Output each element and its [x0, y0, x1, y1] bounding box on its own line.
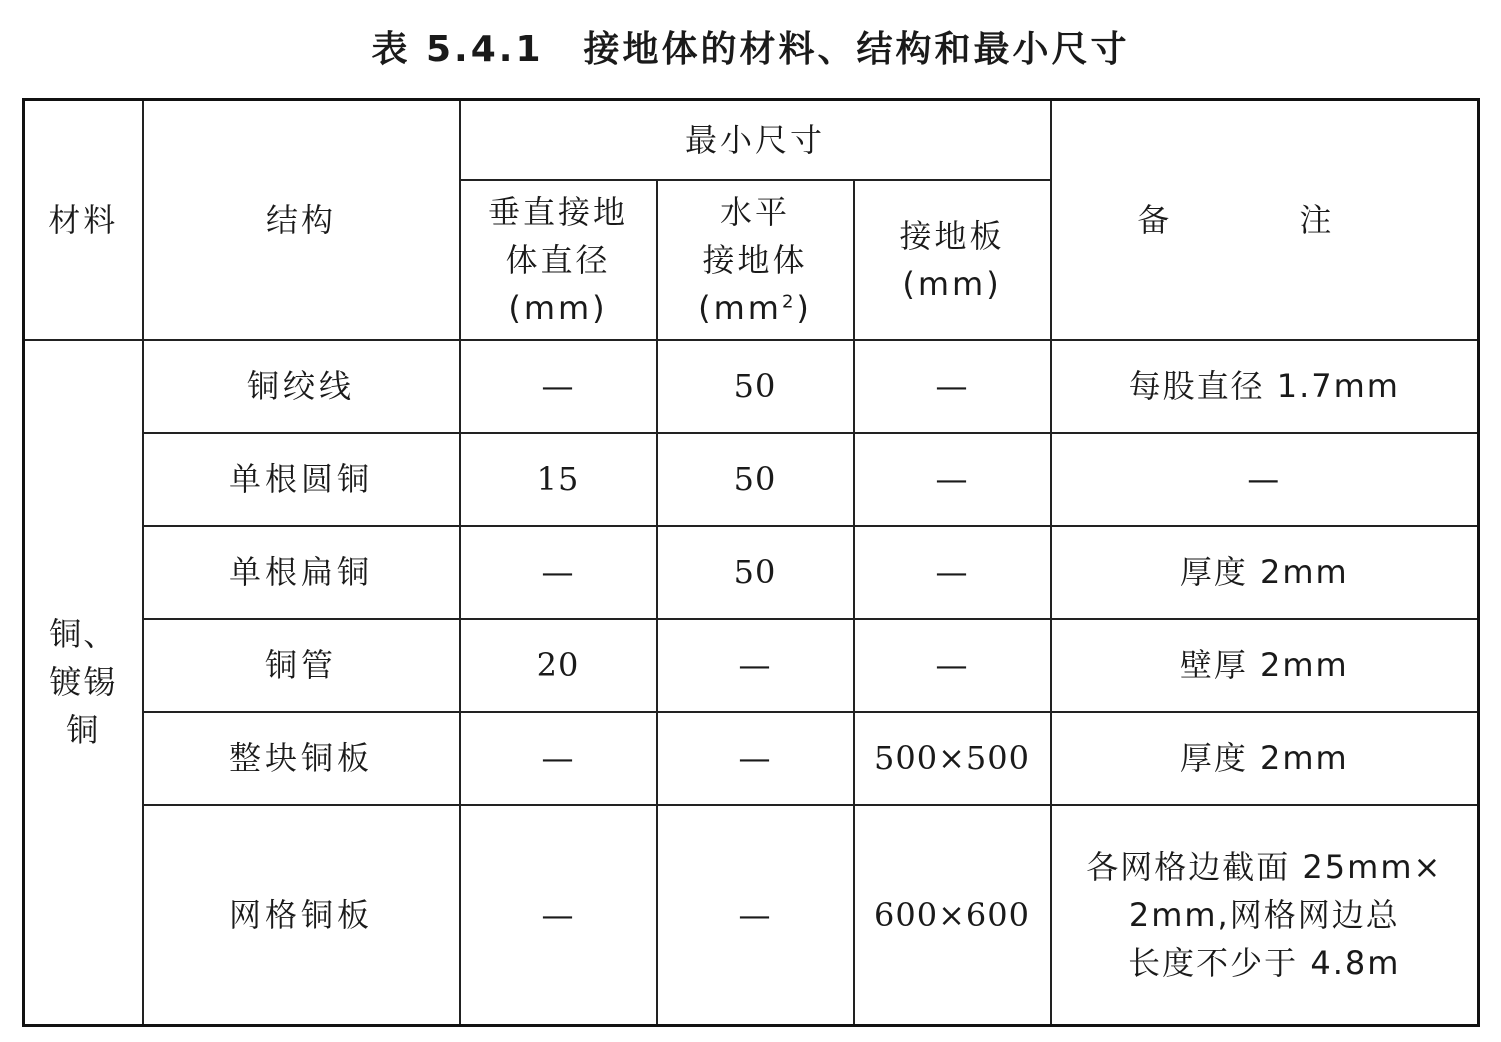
header-min-size: 最小尺寸 [460, 100, 1051, 180]
vertical-cell: — [460, 340, 657, 433]
header-material: 材料 [24, 100, 143, 340]
table-row [24, 805, 1479, 1026]
structure-cell: 单根扁铜 [143, 526, 460, 619]
header-plate: 接地板 (mm) [854, 180, 1051, 340]
header-horizontal: 水平 接地体 $(mm^2)$ [657, 180, 854, 340]
vertical-cell: — [460, 712, 657, 805]
table-caption: 接地体的材料、结构和最小尺寸 [583, 29, 1130, 70]
vertical-cell: — [460, 805, 657, 1026]
plate-cell: — [854, 340, 1051, 433]
vertical-cell: 15 [460, 433, 657, 526]
header-vertical: 垂直接地 体直径 (mm) [460, 180, 657, 340]
table-row [24, 619, 1479, 712]
structure-cell: 网格铜板 [143, 805, 460, 1026]
header-remark: 备 注 [1051, 100, 1479, 340]
remark-cell: — [1051, 433, 1479, 526]
horizontal-cell: — [657, 619, 854, 712]
horizontal-cell: 50 [657, 340, 854, 433]
remark-cell: 壁厚 2mm [1051, 619, 1479, 712]
plate-cell: — [854, 433, 1051, 526]
remark-cell: 厚度 2mm [1051, 526, 1479, 619]
remark-cell: 每股直径 1.7mm [1051, 340, 1479, 433]
vertical-cell: 20 [460, 619, 657, 712]
plate-cell: — [854, 526, 1051, 619]
table-number: 表 5.4.1 [371, 29, 544, 70]
table-row [24, 712, 1479, 805]
material-cell: 铜、 镀锡 铜 [24, 340, 143, 1026]
table-row [24, 433, 1479, 526]
structure-cell: 铜绞线 [143, 340, 460, 433]
table-title [0, 24, 1501, 76]
horizontal-cell: 50 [657, 526, 854, 619]
plate-cell: 500×500 [854, 712, 1051, 805]
horizontal-cell: 50 [657, 433, 854, 526]
horizontal-cell: — [657, 712, 854, 805]
plate-cell: 600×600 [854, 805, 1051, 1026]
structure-cell: 铜管 [143, 619, 460, 712]
horizontal-cell: — [657, 805, 854, 1026]
header-structure: 结构 [143, 100, 460, 340]
table-row [24, 526, 1479, 619]
structure-cell: 整块铜板 [143, 712, 460, 805]
plate-cell: — [854, 619, 1051, 712]
remark-cell: 厚度 2mm [1051, 712, 1479, 805]
grounding-spec-table [22, 98, 1480, 1027]
header-row-1 [24, 100, 1479, 180]
remark-cell: 各网格边截面 25mm× 2mm,网格网边总 长度不少于 4.8m [1051, 805, 1479, 1026]
vertical-cell: — [460, 526, 657, 619]
table-row [24, 340, 1479, 433]
structure-cell: 单根圆铜 [143, 433, 460, 526]
